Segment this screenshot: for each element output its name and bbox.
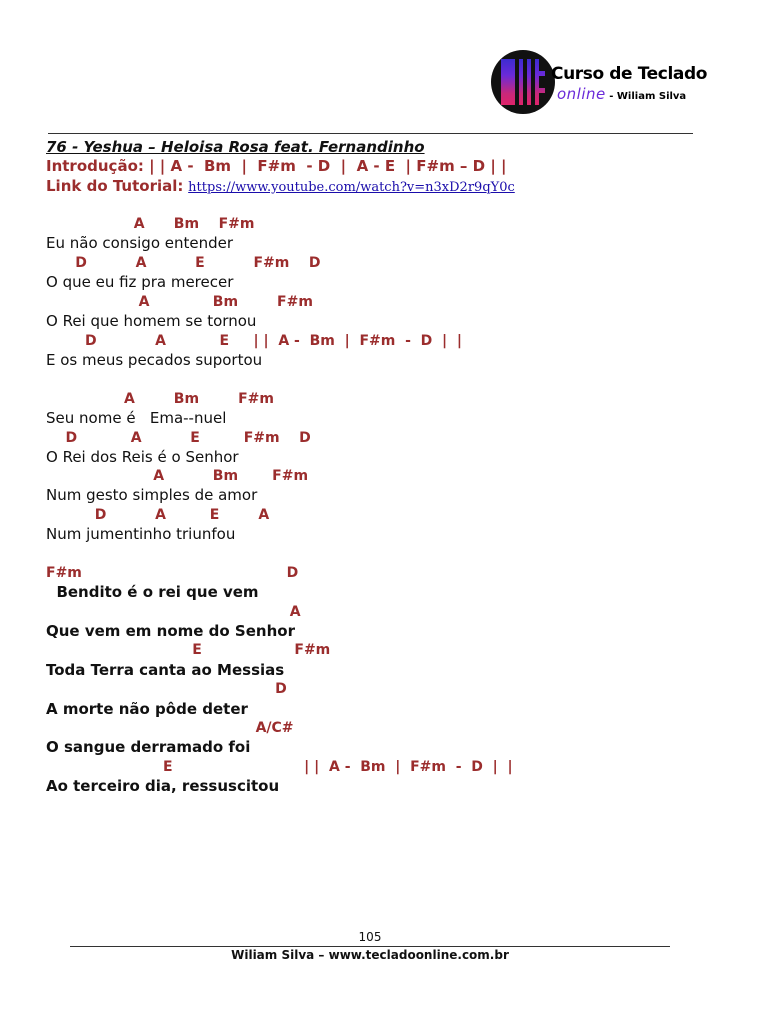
lyric-line: O Rei dos Reis é o Senhor (46, 448, 239, 466)
chord-line: E F#m (46, 642, 331, 658)
lyric-line: A morte não pôde deter (46, 700, 248, 718)
logo-online-text: online (557, 85, 606, 103)
lyric-line: O que eu fiz pra merecer (46, 273, 234, 291)
chord-line: A Bm F#m (46, 468, 309, 484)
intro-line (46, 156, 507, 176)
lyric-line: Eu não consigo entender (46, 234, 234, 252)
tutorial-line (46, 176, 515, 198)
lyric-line: O sangue derramado foi (46, 738, 251, 756)
chord-line: A Bm F#m (46, 216, 255, 232)
chord-line: D A E | | A - Bm | F#m - D | | (46, 333, 463, 349)
intro-chords: | | A - Bm | F#m - D | A - E | F#m – D | | (143, 157, 507, 175)
logo-brand-text: Curso de Teclado (551, 64, 707, 84)
footer-rule (70, 946, 670, 947)
page-number: 105 (358, 930, 382, 944)
tutorial-link[interactable]: https://www.youtube.com/watch?v=n3xD2r9qY0c (188, 180, 515, 195)
lyric-line: Bendito é o rei que vem (46, 583, 259, 601)
logo-keyboard-icon (491, 50, 555, 114)
chord-line: E | | A - Bm | F#m - D | | (46, 759, 513, 775)
chord-line: F#m D (46, 565, 299, 581)
lyric-line: Que vem em nome do Senhor (46, 622, 295, 640)
chord-line: A Bm F#m (46, 391, 274, 407)
chord-line: A (46, 604, 301, 620)
lyric-line: E os meus pecados suportou (46, 351, 263, 369)
lyric-line: Toda Terra canta ao Messias (46, 661, 285, 679)
lyric-line: Num gesto simples de amor (46, 486, 258, 504)
chord-line: D A E F#m D (46, 255, 321, 271)
chord-line: A/C# (46, 720, 294, 736)
lyric-line: O Rei que homem se tornou (46, 312, 257, 330)
lyric-line: Seu nome é Ema--nuel (46, 409, 227, 427)
chord-line: A Bm F#m (46, 294, 313, 310)
header-rule (48, 133, 693, 134)
footer-credit: Wiliam Silva – www.tecladoonline.com.br (231, 948, 509, 962)
logo (491, 50, 706, 114)
tutorial-label: Link do Tutorial: (46, 177, 184, 195)
lyric-line: Ao terceiro dia, ressuscitou (46, 777, 280, 795)
intro-label: Introdução: (46, 157, 144, 175)
logo-author-text: - Wiliam Silva (609, 91, 687, 102)
lyric-line: Num jumentinho triunfou (46, 525, 236, 543)
chord-line: D A E A (46, 507, 270, 523)
chord-line: D (46, 681, 287, 697)
chord-line: D A E F#m D (46, 430, 311, 446)
logo-subtitle (557, 85, 686, 103)
song-title: 76 - Yeshua – Heloisa Rosa feat. Fernandinho (46, 138, 425, 156)
